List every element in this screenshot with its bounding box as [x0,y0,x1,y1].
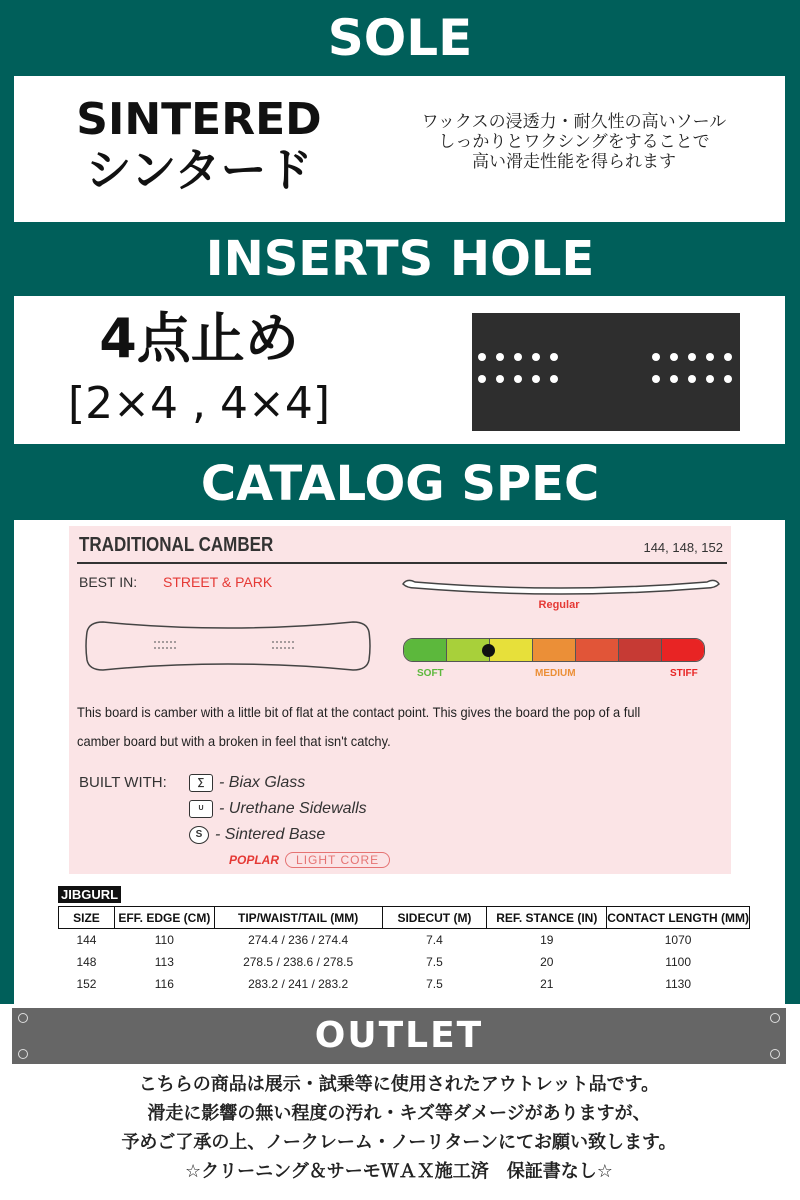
spec-cell: 1100 [665,954,691,969]
insert-hole-icon [496,353,504,361]
outlet-notice-line: 滑走に影響の無い程度の汚れ・キズ等ダメージがありますが、 [147,1103,651,1124]
best-in-label: BEST IN: [79,574,138,590]
flex-scale [403,638,705,662]
sole-desc-line: ワックスの浸透力・耐久性の高いソール [421,112,727,132]
flex-segment [662,639,704,661]
outlet-title: OUTLET [314,1015,484,1056]
insert-hole-icon [496,375,504,383]
built-with-item-label: - Biax Glass [219,774,306,791]
spec-cell: 7.5 [426,954,443,969]
spec-table [58,906,750,995]
inserts-pattern-text: [2×4 , 4×4] [67,378,330,429]
spec-cell: 20 [540,954,554,969]
inserts-heading: INSERTS HOLE [205,231,595,287]
spec-cell: 283.2 / 241 / 283.2 [248,976,349,991]
outlet-notice-line: ☆クリーニング＆サーモＷＡＸ施工済 保証書なし☆ [185,1161,613,1182]
inserts-panel [14,296,785,444]
spec-row [59,951,750,973]
brand-label: JIBGURL [58,886,121,903]
flex-segment [576,639,619,661]
insert-hole-icon [724,375,732,383]
flex-stiff-label: STIFF [670,668,698,679]
insert-hole-icon [532,353,540,361]
core-row [229,852,390,868]
profile-description: This board is camber with a little bit of flat at the contact point. This gives the board the pop of a full camber board but with a broken in feel that isn't catchy. [77,704,641,749]
built-with-label: BUILT WITH: [79,774,167,791]
catalog-profile-card [69,526,731,874]
spec-col-header: REF. STANCE (IN) [487,907,607,929]
spec-row [59,929,750,951]
board-outline-icon [83,616,373,676]
insert-hole-icon [670,353,678,361]
spec-cell: 19 [540,932,554,947]
spec-cell: 7.5 [426,976,443,991]
outlet-notice-line: 予めご了承の上、ノークレーム・ノーリターンにてお願い致します。 [121,1132,677,1153]
spec-cell: 278.5 / 238.6 / 278.5 [243,954,354,969]
insert-hole-icon [478,375,486,383]
insert-holes-diagram [472,313,740,431]
catalog-panel [14,520,785,1004]
sole-desc-line: 高い滑走性能を得られます [472,152,676,172]
spec-cell: 21 [540,976,554,991]
spec-row [59,973,750,995]
spec-cell: 152 [76,976,97,991]
core-type: LIGHT CORE [285,852,390,868]
sintered-base-icon: S [189,826,209,844]
outlet-notice [12,1064,786,1190]
flex-segment [533,639,576,661]
core-name: POPLAR [229,853,280,867]
sole-heading: SOLE [327,9,473,67]
spec-cell: 148 [76,954,97,969]
spec-cell: 274.4 / 236 / 274.4 [248,932,349,947]
inserts-main-text: 4点止め [99,307,299,370]
insert-hole-icon [688,353,696,361]
built-with-item [189,800,367,818]
title-divider [77,562,727,564]
sole-panel [14,76,785,222]
insert-hole-icon [478,353,486,361]
built-with-item-label: - Urethane Sidewalls [219,800,367,817]
catalog-heading: CATALOG SPEC [200,456,600,512]
flex-segment [490,639,533,661]
insert-hole-icon [652,353,660,361]
outlet-notice-line: こちらの商品は展示・試乗等に使用されたアウトレット品です。 [138,1074,660,1095]
built-with-item [189,826,325,844]
profile-sizes: 144, 148, 152 [643,540,723,555]
spec-header-row [59,907,750,929]
spec-col-header: SIDECUT (M) [382,907,487,929]
flex-soft-label: SOFT [417,668,444,679]
insert-hole-icon [514,375,522,383]
profile-title: TRADITIONAL CAMBER [79,534,274,556]
urethane-sidewalls-icon: U [189,800,213,818]
flex-medium-label: MEDIUM [535,668,576,679]
insert-hole-icon [688,375,696,383]
insert-hole-icon [532,375,540,383]
best-in-value: STREET & PARK [163,574,273,590]
outlet-banner [12,1008,786,1064]
spec-col-header: EFF. EDGE (CM) [114,907,214,929]
insert-hole-icon [724,353,732,361]
flex-indicator-icon [482,644,495,657]
insert-hole-icon [550,353,558,361]
spec-col-header: CONTACT LENGTH (MM) [607,907,750,929]
sole-description [374,112,774,172]
spec-cell: 110 [154,932,174,947]
built-with-item [189,774,305,792]
spec-cell: 116 [154,976,174,991]
insert-hole-icon [550,375,558,383]
spec-cell: 144 [76,932,97,947]
built-with-item-label: - Sintered Base [215,826,326,843]
sole-desc-line: しっかりとワクシングをすることで [438,132,710,152]
sole-name-jp: シンタード [85,143,313,197]
insert-hole-icon [706,375,714,383]
stance-label: Regular [538,599,580,611]
spec-col-header: SIZE [59,907,115,929]
camber-profile-icon [401,574,721,600]
sole-name-en: SINTERED [76,94,322,145]
insert-hole-icon [670,375,678,383]
spec-cell: 113 [154,954,174,969]
insert-hole-icon [652,375,660,383]
spec-cell: 7.4 [426,932,443,947]
biax-glass-icon: ∑ [189,774,213,792]
spec-cell: 1070 [664,932,692,947]
spec-col-header: TIP/WAIST/TAIL (MM) [214,907,382,929]
flex-segment [619,639,662,661]
insert-hole-icon [514,353,522,361]
insert-hole-icon [706,353,714,361]
spec-cell: 1130 [665,976,691,991]
flex-segment [404,639,447,661]
